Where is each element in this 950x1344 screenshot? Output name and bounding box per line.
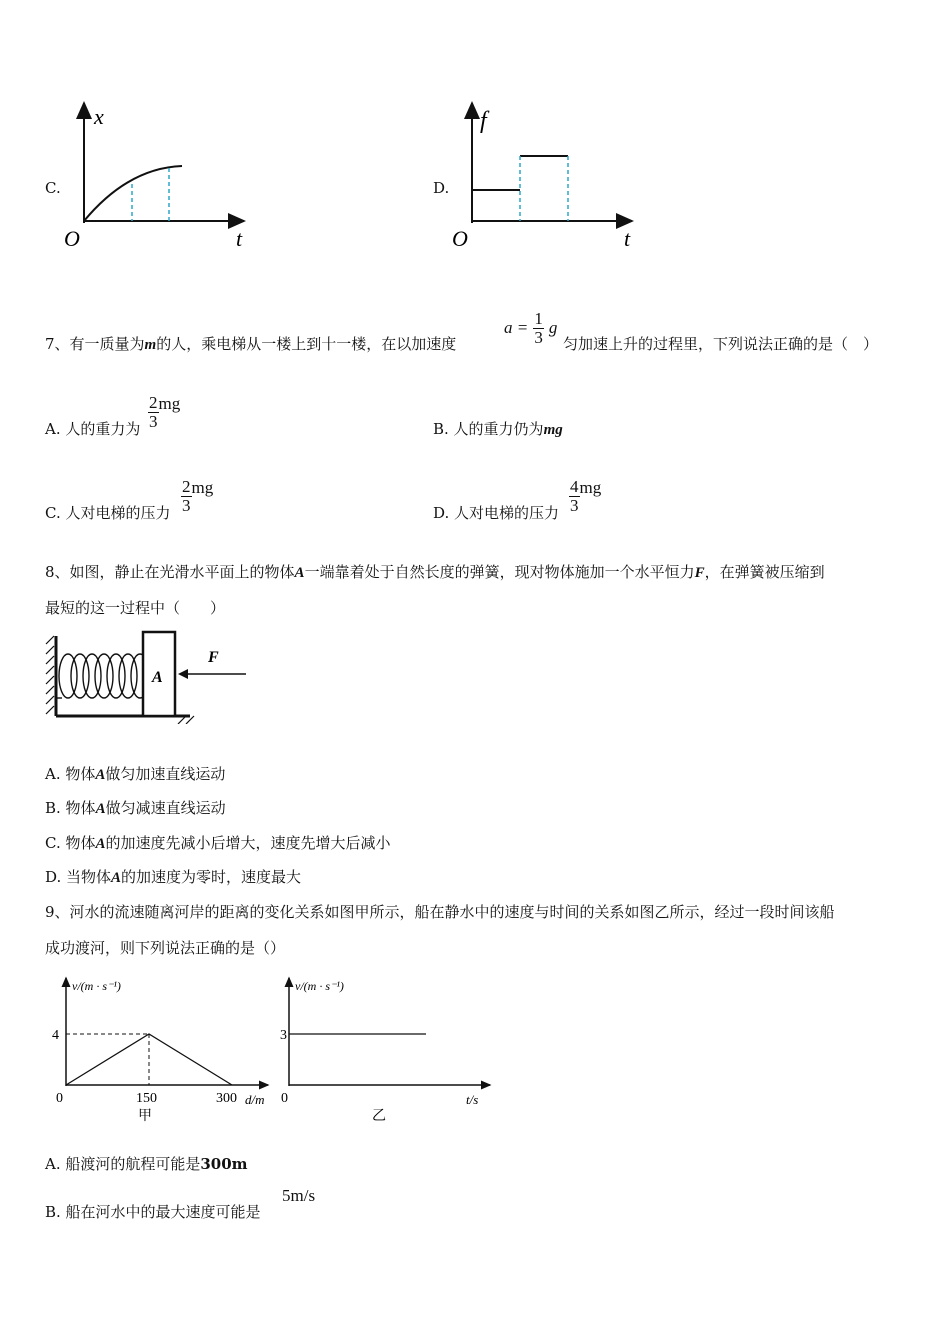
- graph-c-origin: O: [64, 226, 80, 251]
- fig2-x-tick-0: 0: [281, 1091, 288, 1106]
- q9-stem-line2: 成功渡河，则下列说法正确的是（）: [45, 939, 286, 957]
- block-a-label: A: [152, 669, 163, 686]
- fig2-y-label: v/(m · s⁻¹): [295, 979, 344, 993]
- fig1-x-tick-300: 300: [216, 1091, 237, 1106]
- option-c-label: C.: [45, 179, 61, 197]
- q7-mass-symbol: m: [144, 337, 157, 353]
- force-arrowhead: [178, 669, 188, 679]
- spring: [59, 654, 149, 698]
- graph-c-y-label: x: [94, 104, 104, 129]
- q8-option-d: D. 当物体A的加速度为零时，速度最大: [45, 868, 302, 886]
- q7-option-c: C. 人对电梯的压力: [45, 504, 171, 522]
- q7-option-d: D. 人对电梯的压力: [433, 504, 560, 522]
- graph-d-origin: O: [452, 226, 468, 251]
- q8-option-a: A. 物体A做匀加速直线运动: [45, 765, 226, 783]
- q9-option-b: B. 船在河水中的最大速度可能是: [45, 1203, 261, 1221]
- graph-c: [58, 98, 258, 258]
- figure-jia: [52, 978, 268, 1124]
- option-d-label: D.: [433, 179, 450, 197]
- q8-stem-line1: 8、如图，静止在光滑水平面上的物体A一端靠着处于自然长度的弹簧，现对物体施加一个水平恒力F，在弹簧被压缩到: [45, 563, 825, 581]
- graph-d-y-label: f: [480, 108, 487, 134]
- q7-stem-end: 匀加速上升的过程里，下列说法正确的是（ ）: [563, 335, 879, 353]
- fig2-y-tick-3: 3: [280, 1028, 287, 1043]
- wall-hatching: [46, 636, 54, 714]
- q7-acceleration-formula: a = $\frac{1}{3}$ g: [504, 309, 558, 347]
- fig1-caption: 甲: [138, 1109, 152, 1124]
- fig1-y-tick-4: 4: [52, 1028, 59, 1043]
- fig2-caption: 乙: [372, 1109, 386, 1124]
- q8-option-c: C. 物体A的加速度先减小后增大，速度先增大后减小: [45, 834, 391, 852]
- q7-option-a: A. 人的重力为: [45, 420, 141, 438]
- q7-option-b: B. 人的重力仍为mg: [433, 420, 563, 438]
- q8-stem-line2: 最短的这一过程中（ ）: [45, 599, 226, 617]
- q8-spring-figure: [42, 624, 252, 724]
- graph-d-x-label: t: [624, 226, 631, 251]
- fig1-y-label: v/(m · s⁻¹): [72, 979, 121, 993]
- graph-d: [446, 98, 646, 258]
- force-label: F: [208, 649, 219, 666]
- q7-option-c-formula: $\frac{2}{3}$ mg: [182, 477, 214, 515]
- q9-option-a: A. 船渡河的航程可能是300m: [45, 1155, 248, 1173]
- q9-option-b-value: 5m/s: [282, 1186, 316, 1205]
- q7-stem: 7、有一质量为m的人，乘电梯从一楼上到十一楼，在以加速度: [45, 335, 457, 353]
- q9-stem-line1: 9、河水的流速随离河岸的距离的变化关系如图甲所示，船在静水中的速度与时间的关系如图乙所示，经过一段时间该船: [45, 903, 835, 921]
- q7-option-a-formula: $\frac{2}{3}$ mg: [149, 393, 181, 431]
- graph-c-curve: [84, 166, 182, 221]
- figure-yi: [280, 978, 490, 1124]
- fig1-x-label: d/m: [245, 1092, 265, 1107]
- q8-option-b: B. 物体A做匀减速直线运动: [45, 799, 226, 817]
- fig1-x-tick-150: 150: [136, 1091, 157, 1106]
- q7-option-d-formula: $\frac{4}{3}$ mg: [570, 477, 602, 515]
- q9-figures: [44, 972, 494, 1132]
- fig1-x-tick-0: 0: [56, 1091, 63, 1106]
- graph-c-x-label: t: [236, 226, 243, 251]
- fig2-x-label: t/s: [466, 1092, 479, 1107]
